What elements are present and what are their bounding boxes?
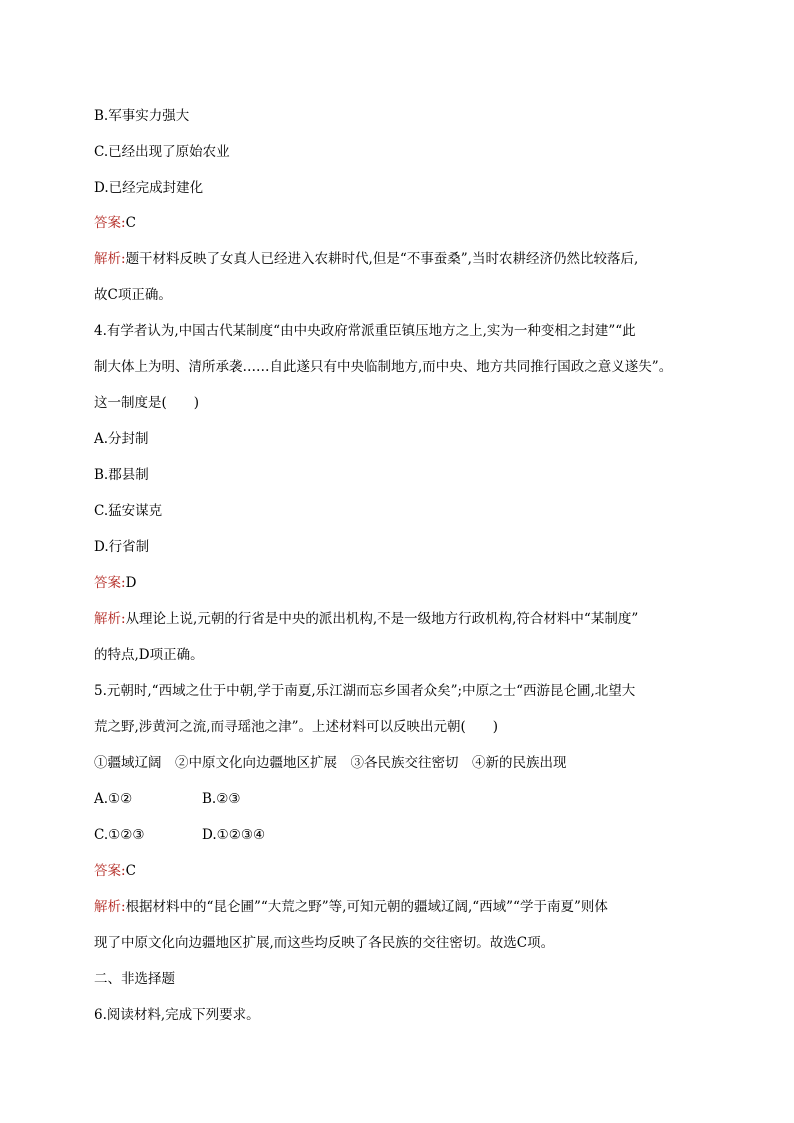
q5-option-b: B.②③ [202, 791, 241, 807]
q5-analysis-line-2: 现了中原文化向边疆地区扩展,而这些均反映了各民族的交往密切。故选C项。 [94, 935, 555, 951]
answer-label: 答案: [94, 215, 126, 231]
q4-option-c: C.猛安谋克 [94, 503, 163, 519]
q5-stem-line-2: 荒之野,涉黄河之流,而寻瑶池之津”。上述材料可以反映出元朝( ) [94, 719, 499, 735]
q4-stem-line-3: 这一制度是( ) [94, 395, 200, 411]
q5-option-d: D.①②③④ [202, 827, 266, 843]
q5-analysis-line-1 [94, 897, 608, 917]
q4-option-b: B.郡县制 [94, 467, 149, 483]
q3-analysis-line-1 [94, 249, 638, 269]
q5-option-a: A.①② [94, 791, 133, 807]
answer-value: C [125, 215, 136, 231]
q5-items: ①疆域辽阔 ②中原文化向边疆地区扩展 ③各民族交往密切 ④新的民族出现 [94, 755, 567, 771]
q4-stem-line-2: 制大体上为明、清所承袭……自此遂只有中央临制地方,而中央、地方共同推行国政之意义遂失”。 [94, 359, 673, 375]
q4-answer [94, 573, 136, 593]
analysis-text: 从理论上说,元朝的行省是中央的派出机构,不是一级地方行政机构,符合材料中“某制度” [125, 611, 639, 627]
q3-answer [94, 213, 136, 233]
q5-option-c: C.①②③ [94, 827, 145, 843]
answer-value: D [125, 575, 137, 591]
q6-stem-line-1: 6.阅读材料,完成下列要求。 [94, 1007, 260, 1023]
answer-label: 答案: [94, 863, 126, 879]
analysis-text: 根据材料中的“昆仑圃”“大荒之野”等,可知元朝的疆域辽阔,“西域”“学于南夏”则体 [125, 899, 608, 915]
analysis-label: 解析: [94, 611, 126, 627]
analysis-label: 解析: [94, 251, 126, 267]
q5-stem-line-1: 5.元朝时,“西域之仕于中朝,学于南夏,乐江湖而忘乡国者众矣”;中原之士“西游昆仑圃,北望大 [94, 683, 636, 699]
q4-analysis-line-2: 的特点,D项正确。 [94, 647, 204, 663]
analysis-text: 题干材料反映了女真人已经进入农耕时代,但是“不事蚕桑”,当时农耕经济仍然比较落后, [125, 251, 639, 267]
q3-option-d: D.已经完成封建化 [94, 180, 204, 196]
q4-analysis-line-1 [94, 609, 638, 629]
q5-options-row-2 [94, 825, 265, 845]
q4-stem-line-1: 4.有学者认为,中国古代某制度“由中央政府常派重臣镇压地方之上,实为一种变相之封建”“此 [94, 323, 636, 339]
q5-answer [94, 861, 136, 881]
q3-option-c: C.已经出现了原始农业 [94, 144, 230, 160]
section-heading: 二、非选择题 [94, 971, 175, 987]
q4-option-d: D.行省制 [94, 539, 150, 555]
analysis-label: 解析: [94, 899, 126, 915]
q5-options-row-1 [94, 789, 240, 809]
answer-value: C [125, 863, 136, 879]
q4-option-a: A.分封制 [94, 431, 149, 447]
q3-analysis-line-2: 故C项正确。 [94, 287, 172, 303]
answer-label: 答案: [94, 575, 126, 591]
q3-option-b: B.军事实力强大 [94, 108, 190, 124]
